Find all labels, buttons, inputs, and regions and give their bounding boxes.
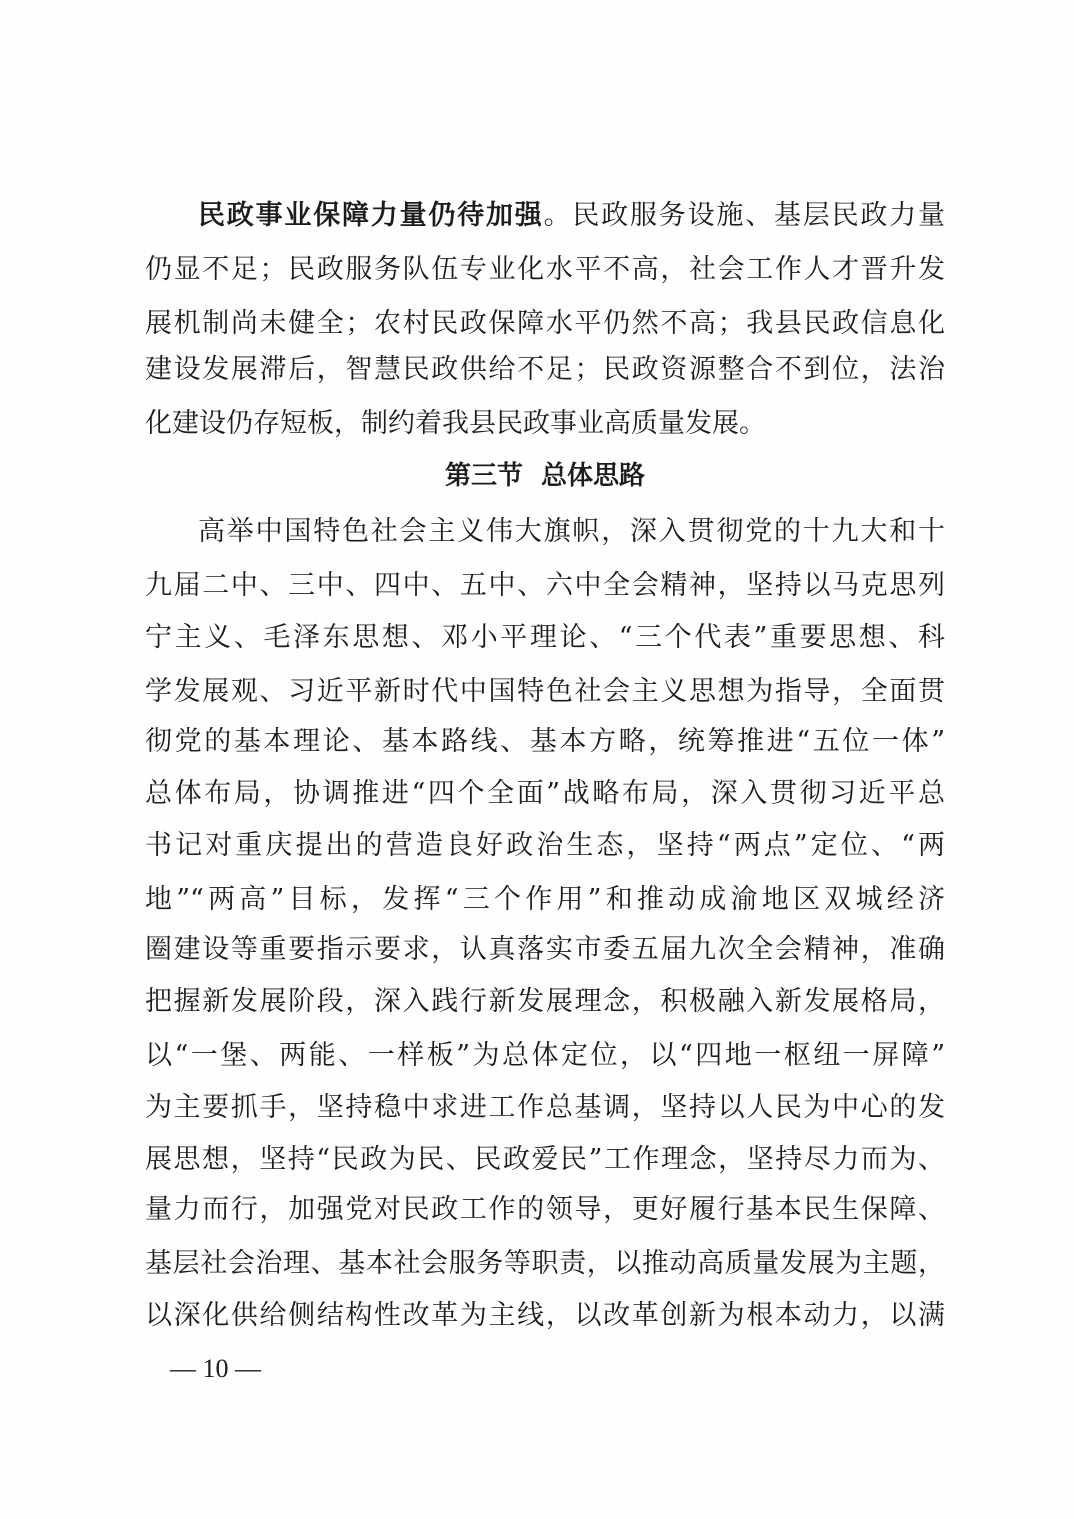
paragraph1-line-2: 仍显不足；民政服务队伍专业化水平不高，社会工作人才晋升发 [145, 254, 945, 285]
paragraph1-line-4: 建设发展滞后，智慧民政供给不足；民政资源整合不到位，法治 [145, 354, 945, 385]
page-number: — 10 — [170, 1354, 261, 1383]
paragraph2-line-5: 彻党的基本理论、基本路线、基本方略，统筹推进“五位一体” [145, 726, 945, 757]
paragraph1-line-3: 展机制尚未健全；农村民政保障水平仍然不高；我县民政信息化 [145, 308, 945, 339]
paragraph2-line-8: 地”“两高”目标，发挥“三个作用”和推动成渝地区双城经济 [145, 884, 945, 915]
paragraph1-line-1-text: 。民政服务设施、基层民政力量 [543, 200, 946, 231]
paragraph2-line-2: 九届二中、三中、四中、五中、六中全会精神，坚持以马克思列 [145, 570, 945, 601]
paragraph2-line-9: 圈建设等重要指示要求，认真落实市委五届九次全会精神，准确 [145, 934, 945, 965]
paragraph2-line-14: 量力而行，加强党对民政工作的领导，更好履行基本民生保障、 [145, 1194, 945, 1225]
paragraph2-line-6: 总体布局，协调推进“四个全面”战略布局，深入贯彻习近平总 [145, 778, 945, 809]
section-heading: 第三节 总体思路 [444, 461, 646, 491]
paragraph2-line-4: 学发展观、习近平新时代中国特色社会主义思想为指导，全面贯 [145, 676, 945, 707]
paragraph2-line-13: 展思想，坚持“民政为民、民政爱民”工作理念，坚持尽力而为、 [145, 1144, 945, 1175]
paragraph2-line-10: 把握新发展阶段，深入践行新发展理念，积极融入新发展格局， [145, 986, 945, 1017]
paragraph2-line-15: 基层社会治理、基本社会服务等职责，以推动高质量发展为主题， [145, 1248, 945, 1279]
paragraph2-line-12: 为主要抓手，坚持稳中求进工作总基调，坚持以人民为中心的发 [145, 1092, 945, 1123]
paragraph1-line-1 [198, 196, 945, 236]
paragraph2-line-7: 书记对重庆提出的营造良好政治生态，坚持“两点”定位、“两 [145, 830, 945, 861]
paragraph2-line-1: 高举中国特色社会主义伟大旗帜，深入贯彻党的十九大和十 [198, 516, 945, 547]
paragraph2-line-11: 以“一堡、两能、一样板”为总体定位，以“四地一枢纽一屏障” [145, 1040, 945, 1071]
paragraph2-line-3: 宁主义、毛泽东思想、邓小平理论、“三个代表”重要思想、科 [145, 622, 945, 653]
paragraph2-line-16: 以深化供给侧结构性改革为主线，以改革创新为根本动力，以满 [145, 1300, 945, 1331]
paragraph1-lead-bold: 民政事业保障力量仍待加强 [198, 200, 544, 231]
paragraph1-line-5: 化建设仍存短板，制约着我县民政事业高质量发展。 [145, 408, 766, 439]
